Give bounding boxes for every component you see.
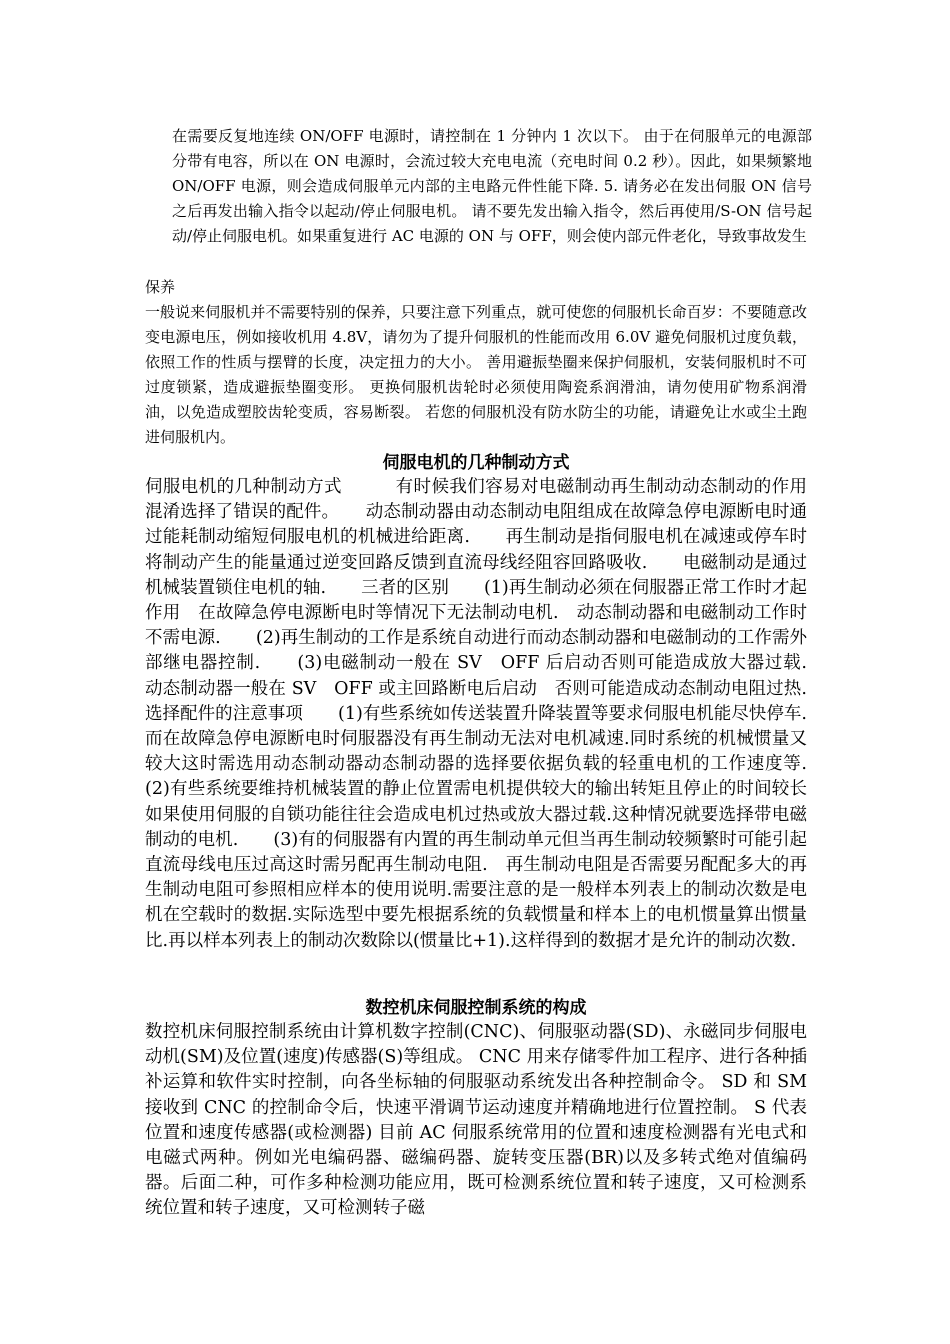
section-body-cnc-servo: 数控机床伺服控制系统由计算机数字控制(CNC)、伺服驱动器(SD)、永磁同步伺服电动机(SM)及位置(速度)传感器(S)等组成。 CNC 用来存储零件加工程序、进行各种插补运算和软件实时控制，向各坐标轴的伺服驱动系统发出各种控制命令。 SD 和 SM 接收到 CNC 的控制命令后，快速平滑调节运动速度并精确地进行位置控制。 S 代表位置和速度传感器(或检测器) 目前 AC 伺服系统常用的位置和速度检测器有光电式和电磁式两种。例如光电编码器、磁编码器、旋转变压器(BR)以及多转式绝对值编码器。后面二种，可作多种检测功能应用，既可检测系统位置和转子速度，又可检测系统位置和转子速度，又可检测转子磁 [145,1022,807,1219]
section-title-braking: 伺服电机的几种制动方式 [382,453,570,473]
intro-paragraph: 在需要反复地连续 ON/OFF 电源时，请控制在 1 分钟内 1 次以下。 由于在伺服单元的电源部分带有电容，所以在 ON 电源时，会流过较大充电电流（充电时间 0.2 秒）。因此，如果频繁地 ON/OFF 电源，则会造成伺服单元内部的主电路元件性能下降. 5. 请务必在发出伺服 ON 信号之后再发出输入指令以起动/停止伺服电机。 请不要先发出输入指令，然后再使用/S-ON 信号起动/停止伺服电机。如果重复进行 AC 电源的 ON 与 OFF，则会使内部元件老化，导致事故发生 [172,127,812,245]
section-title-cnc-servo: 数控机床伺服控制系统的构成 [365,998,587,1018]
maintenance-heading: 保养 [145,278,176,296]
section-body-braking: 伺服电机的几种制动方式 有时候我们容易对电磁制动再生制动动态制动的作用混淆选择了错误的配件。 动态制动器由动态制动电阻组成在故障急停电源断电时通过能耗制动缩短伺服电机的机械进给距离. 再生制动是指伺服电机在减速或停车时将制动产生的能量通过逆变回路反馈到直流母线经阻容回路吸收. 电磁制动是通过机械装置锁住电机的轴. 三者的区别 (1)再生制动必须在伺服器正常工作时才起作用 在故障急停电源断电时等情况下无法制动电机. 动态制动器和电磁制动工作时不需电源. (2)再生制动的工作是系统自动进行而动态制动器和电磁制动的工作需外部继电器控制. (3)电磁制动一般在 SV OFF 后启动否则可能造成放大器过载. 动态制动器一般在 SV OFF 或主回路断电后启动 否则可能造成动态制动电阻过热. 选择配件的注意事项 (1)有些系统如传送装置升降装置等要求伺服电机能尽快停车.而在故障急停电源断电时伺服器没有再生制动无法对电机减速.同时系统的机械惯量又较大这时需选用动态制动器动态制动器的选择要依据负载的轻重电机的工作速度等. (2)有些系统要维持机械装置的静止位置需电机提供较大的输出转矩且停止的时间较长如果使用伺服的自锁功能往往会造成电机过热或放大器过载.这种情况就要选择带电磁制动的电机. (3)有的伺服器有内置的再生制动单元但当再生制动较频繁时可能引起直流母线电压过高这时需另配再生制动电阻. 再生制动电阻是否需要另配配多大的再生制动电阻可参照相应样本的使用说明.需要注意的是一般样本列表上的制动次数是电机在空载时的数据.实际选型中要先根据系统的负载惯量和样本上的电机惯量算出惯量比.再以样本列表上的制动次数除以(惯量比+1).这样得到的数据才是允许的制动次数. [145,477,842,951]
maintenance-paragraph: 一般说来伺服机并不需要特别的保养，只要注意下列重点，就可使您的伺服机长命百岁：不要随意改变电源电压，例如接收机用 4.8V，请勿为了提升伺服机的性能而改用 6.0V 避免伺服机过度负载，依照工作的性质与摆臂的长度，决定扭力的大小。 善用避振垫圈来保护伺服机，安装伺服机时不可过度锁紧，造成避振垫圈变形。 更换伺服机齿轮时必须使用陶瓷系润滑油，请勿使用矿物系润滑油，以免造成塑胶齿轮变质，容易断裂。 若您的伺服机没有防水防尘的功能，请避免让水或尘土跑进伺服机内。 [145,303,807,446]
